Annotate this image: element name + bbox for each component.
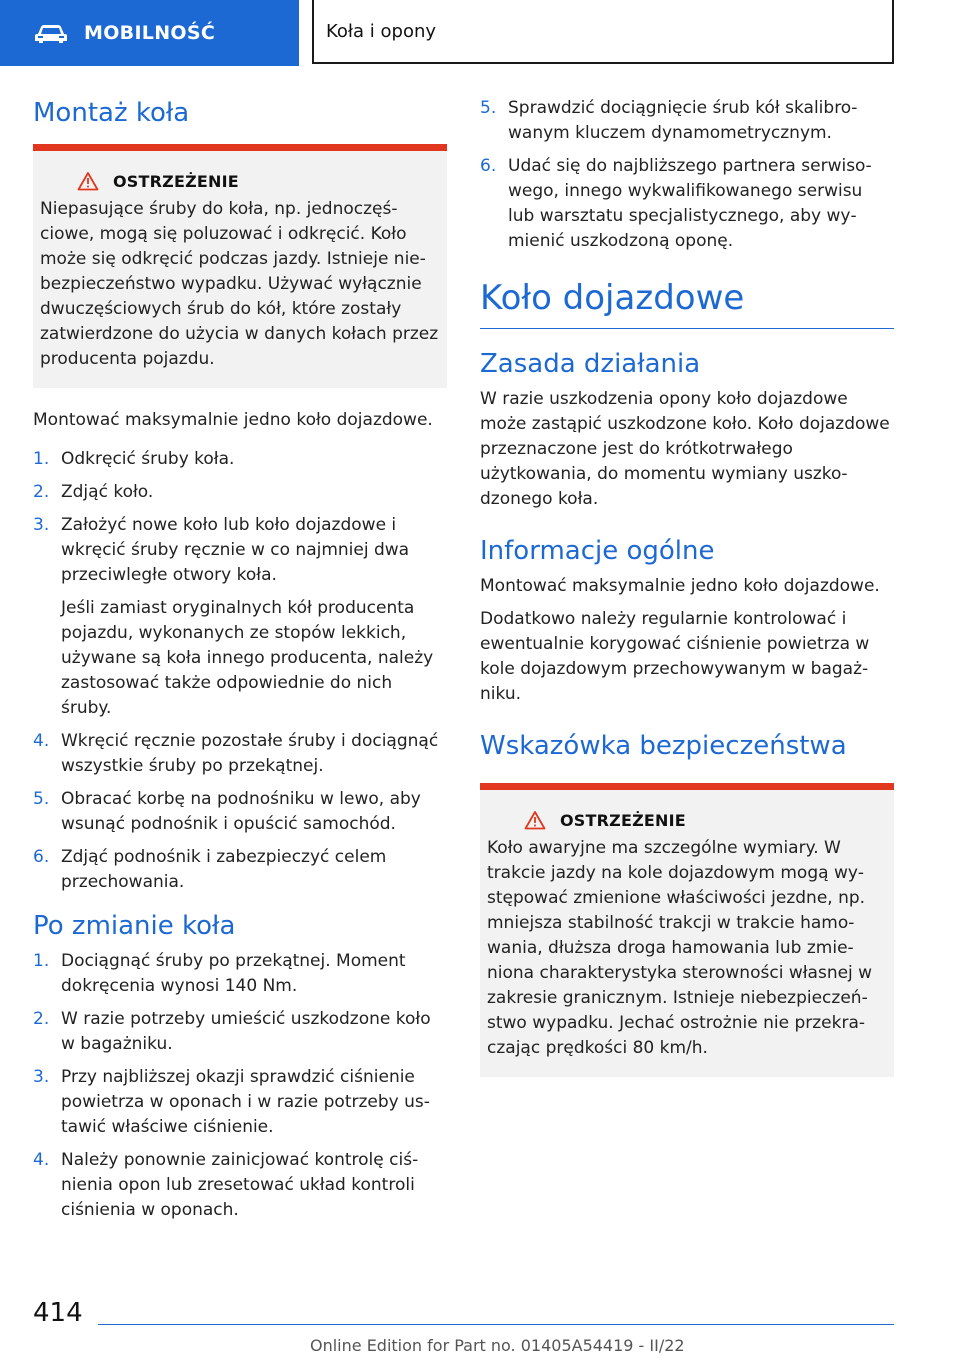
mount-steps-list	[33, 447, 447, 895]
general-paragraph-1: Montować maksymalnie jedno koło dojazdowe.	[480, 576, 880, 596]
step-number: 4.	[33, 731, 50, 751]
step-number: 2.	[33, 482, 50, 502]
car-icon	[34, 22, 68, 44]
left-column	[33, 96, 447, 1231]
section-tab[interactable]	[0, 0, 299, 66]
edition-text: Online Edition for Part no. 01405A54419 - II/22	[310, 1336, 685, 1355]
list-item	[33, 845, 447, 895]
warning-title: OSTRZEŻENIE	[113, 171, 239, 191]
heading-principle: Zasada działania	[480, 349, 701, 379]
step-number: 6.	[33, 847, 50, 867]
step-text: Odkręcić śruby koła.	[61, 449, 235, 469]
page-number: 414	[33, 1298, 83, 1328]
principle-paragraph: W razie uszkodzenia opony koło dojazdowe może zastąpić uszkodzone koło. Koło dojazdowe przeznaczone jest do krótkotrwałego użytkowania, do momentu wymiany uszkodzonego koła.	[480, 389, 890, 509]
step-text: Dociągnąć śruby po przekątnej. Moment dokręcenia wynosi 140 Nm.	[61, 951, 406, 996]
heading-after-change: Po zmianie koła	[33, 911, 236, 941]
step-text: Sprawdzić dociągnięcie śrub kół skalibrowanym kluczem dynamometrycznym.	[508, 98, 858, 143]
step-number: 1.	[33, 449, 50, 469]
right-column	[480, 96, 894, 1077]
list-item	[33, 729, 447, 779]
list-item	[480, 154, 894, 254]
list-item	[33, 1065, 447, 1140]
list-item	[33, 513, 447, 721]
heading-safety-note: Wskazówka bezpieczeństwa	[480, 731, 847, 761]
warning-triangle-icon	[524, 810, 546, 830]
warning-box	[33, 144, 447, 388]
list-item	[33, 787, 447, 837]
warning-text: Niepasujące śruby do koła, np. jednoczęściowe, mogą się poluzować i odkręcić. Koło może się odkręcić podczas jazdy. Istnieje niebezpieczeństwo wypadku. Używać wyłącznie dwuczęściowych śrub do kół, które zostały zatwierdzone do użycia w danych kołach przez producenta pojazdu.	[40, 199, 439, 369]
step-number: 4.	[33, 1150, 50, 1170]
chapter-tab[interactable]	[312, 0, 894, 64]
step-number: 2.	[33, 1009, 50, 1029]
step-note: Jeśli zamiast oryginalnych kół producenta pojazdu, wykonanych ze stopów lekkich, używane są koła innego producenta, należy zastosować także odpowiednie do nich śruby.	[61, 598, 434, 718]
step-number: 1.	[33, 951, 50, 971]
heading-general-info: Informacje ogólne	[480, 536, 715, 566]
warning-box	[480, 783, 894, 1077]
general-paragraph-2: Dodatkowo należy regularnie kontrolować i ewentualnie korygować ciśnienie powietrza w kole dojazdowym przechowywanym w bagażniku.	[480, 609, 870, 704]
step-text: Należy ponownie zainicjować kontrolę ciśnienia opon lub zresetować układ kontroli ciśnienia w oponach.	[61, 1150, 419, 1220]
step-number: 3.	[33, 1067, 50, 1087]
heading-spare-wheel-block	[480, 276, 894, 329]
heading-wheel-mounting: Montaż koła	[33, 98, 190, 128]
step-number: 5.	[480, 98, 497, 118]
after-steps-list	[33, 949, 447, 1223]
list-item	[33, 480, 447, 505]
continued-steps-list	[480, 96, 894, 254]
step-text: W razie potrzeby umieścić uszkodzone koło w bagażniku.	[61, 1009, 431, 1054]
step-text: Zdjąć koło.	[61, 482, 154, 502]
step-text: Przy najbliższej okazji sprawdzić ciśnienie powietrza w oponach i w razie potrzeby ustawić właściwe ciśnienie.	[61, 1067, 430, 1137]
step-number: 5.	[33, 789, 50, 809]
list-item	[33, 949, 447, 999]
list-item	[33, 447, 447, 472]
chapter-label: Koła i opony	[326, 20, 437, 42]
step-text: Udać się do najbliższego partnera serwisowego, innego wykwalifikowanego serwisu lub warsztatu specjalistycznego, aby wymienić uszkodzoną oponę.	[508, 156, 872, 251]
footer-divider	[98, 1324, 894, 1325]
warning-triangle-icon	[77, 171, 99, 191]
heading-spare-wheel: Koło dojazdowe	[480, 278, 745, 318]
warning-text: Koło awaryjne ma szczególne wymiary. W trakcie jazdy na kole dojazdowym mogą występować zmienione właściwości jezdne, np. mniejsza stabilność trakcji w trakcie hamowania, dłuższa droga hamowania lub zmieniona charakterystyka sterowności własnej w zakresie granicznym. Istnieje niebezpieczeństwo wypadku. Jechać ostrożnie nie przekraczając prędkości 80 km/h.	[487, 838, 873, 1058]
step-number: 3.	[33, 515, 50, 535]
page-footer	[0, 1290, 960, 1362]
list-item	[480, 96, 894, 146]
section-label: MOBILNOŚĆ	[84, 22, 216, 44]
step-text: Zdjąć podnośnik i zabezpieczyć celem przechowania.	[61, 847, 387, 892]
warning-title: OSTRZEŻENIE	[560, 810, 686, 830]
intro-paragraph: Montować maksymalnie jedno koło dojazdowe.	[33, 410, 433, 430]
page-header	[0, 0, 960, 66]
step-text: Wkręcić ręcznie pozostałe śruby i dociągnąć wszystkie śruby po przekątnej.	[61, 731, 439, 776]
step-number: 6.	[480, 156, 497, 176]
list-item	[33, 1007, 447, 1057]
step-text: Założyć nowe koło lub koło dojazdowe i wkręcić śruby ręcznie w co najmniej dwa przeciwległe otwory koła.	[61, 515, 410, 585]
step-text: Obracać korbę na podnośniku w lewo, aby wsunąć podnośnik i opuścić samochód.	[61, 789, 421, 834]
list-item	[33, 1148, 447, 1223]
